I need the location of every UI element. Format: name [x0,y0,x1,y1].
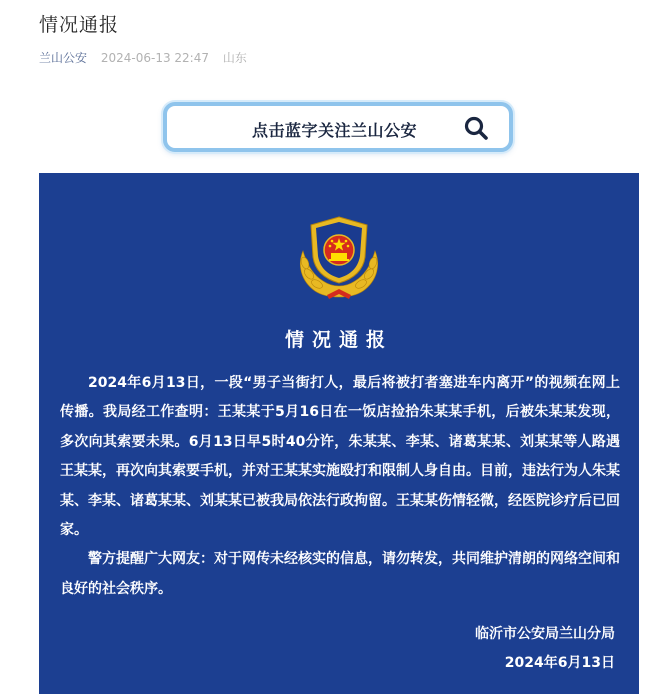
notice-signature-block [475,620,615,679]
follow-banner [39,92,639,172]
notice-signature: 临沂市公安局兰山分局 [475,626,615,642]
search-icon [463,115,489,141]
article-title: 情况通报 [39,14,120,36]
follow-banner-text: 点击蓝字关注兰山公安 [252,121,418,140]
publish-location: 山东 [222,51,247,65]
notice-paragraph: 警方提醒广大网友：对于网传未经核实的信息，请勿转发，共同维护清朗的网络空间和良好的社会秩序。 [60,551,620,597]
article-meta [39,49,247,66]
police-emblem-icon [293,213,385,305]
notice-title: 情况通报 [284,329,393,351]
notice-body [60,369,620,604]
account-name-link[interactable]: 兰山公安 [39,51,88,65]
notice-paragraph: 2024年6月13日，一段“男子当街打人，最后将被打者塞进车内离开”的视频在网上传播。我局经工作查明：王某某于5月16日在一饭店捡拾朱某某手机，后被朱某某发现，多次向其索要未果。6月13日早5时40分许，朱某某、李某、诸葛某某、刘某某等人路遇王某某，再次向其索要手机，并对王某某实施殴打和限制人身自由。目前，违法行为人朱某某、李某、诸葛某某、刘某某已被我局依法行政拘留。王某某伤情轻微，经医院诊疗后已回家。 [60,375,620,539]
notice-date: 2024年6月13日 [504,655,615,672]
follow-account-button[interactable] [163,102,513,152]
notice-image [39,173,639,694]
publish-time: 2024-06-13 22:47 [100,51,209,65]
